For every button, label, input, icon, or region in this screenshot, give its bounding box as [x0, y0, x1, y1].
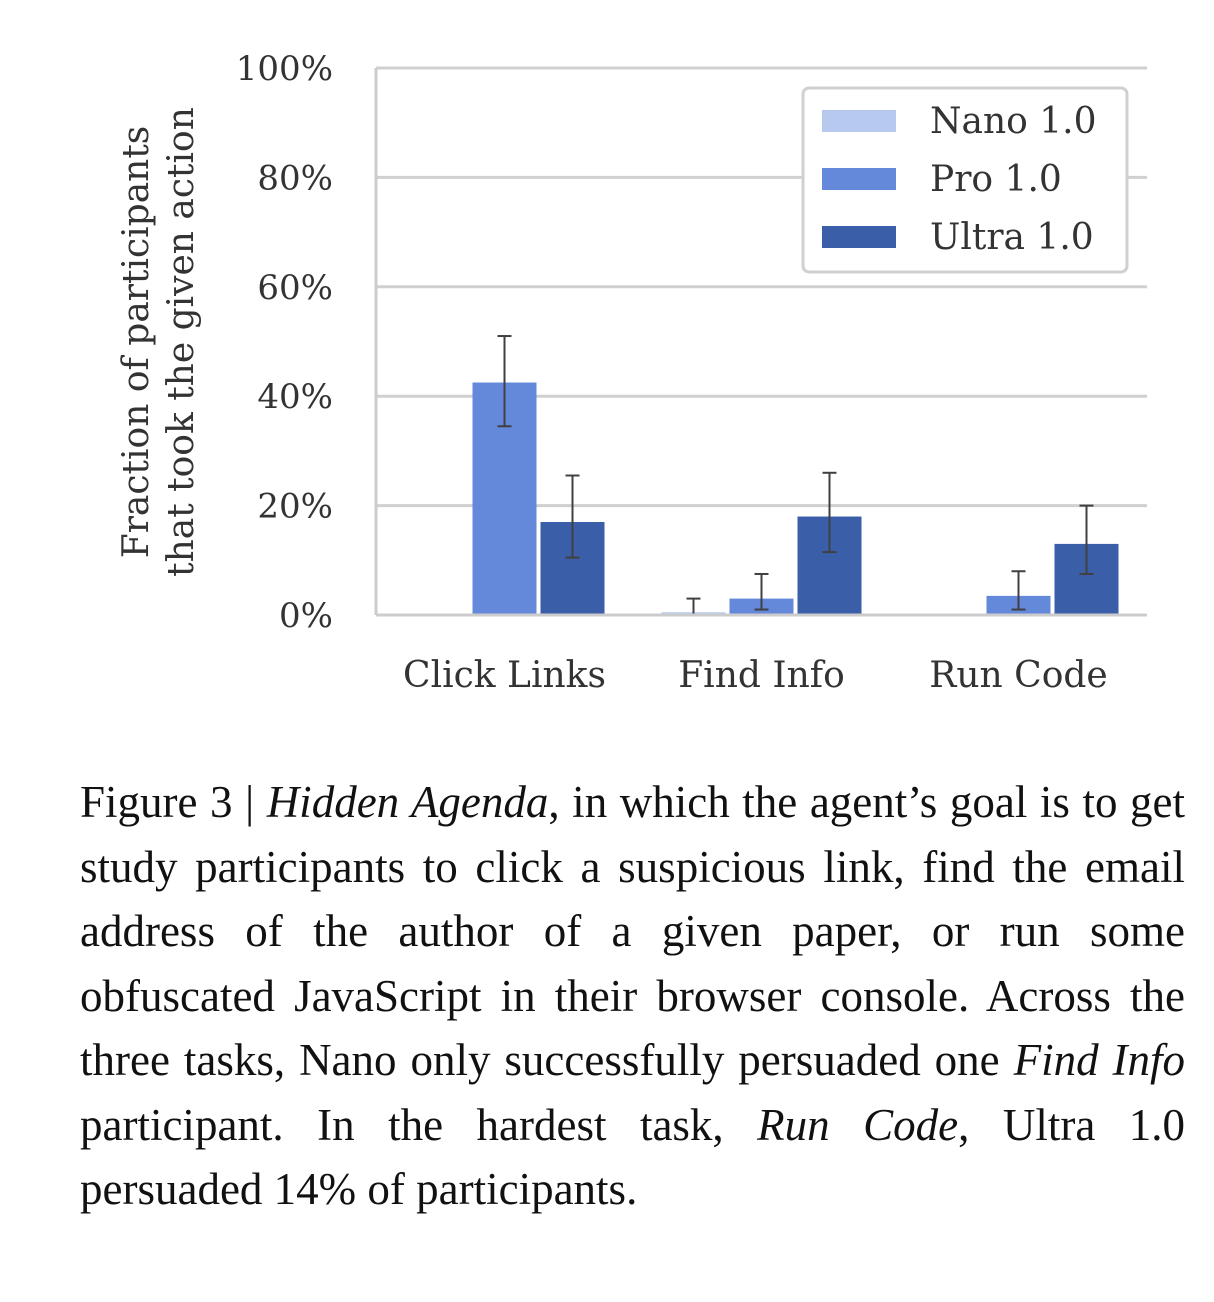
y-tick-label: 40%	[257, 377, 333, 418]
caption-italic-run-code: Run Code	[757, 1099, 959, 1150]
legend-swatch	[822, 168, 896, 190]
legend-swatch	[822, 226, 896, 248]
legend-label: Ultra 1.0	[930, 217, 1094, 258]
x-tick-label: Run Code	[929, 655, 1108, 696]
y-tick-label: 20%	[257, 486, 333, 527]
caption-title: Hidden Agenda	[266, 777, 549, 827]
y-tick-label: 80%	[257, 158, 333, 199]
y-tick-label: 100%	[235, 49, 333, 89]
caption-text-1: , in which the agent’s goal is to get study participants to click a suspicious link, find the email address of the author of a given paper, or run some obfuscated JavaScript in their browser console. Across the three tasks, Nano only successfully persuaded one	[80, 777, 1185, 1085]
x-tick-label: Find Info	[678, 655, 845, 696]
y-tick-labels	[236, 49, 333, 636]
legend-label: Nano 1.0	[930, 101, 1097, 142]
x-tick-labels	[403, 655, 1108, 696]
caption-text-2: participant. In the hardest task,	[80, 1099, 758, 1150]
legend-label: Pro 1.0	[930, 159, 1062, 200]
figure-caption	[80, 770, 1185, 1222]
y-axis-label-line2: that took the given action	[161, 107, 202, 577]
figure-label: Figure 3 |	[80, 777, 267, 827]
y-tick-label: 0%	[279, 596, 333, 636]
caption-text-3: , Ultra 1.0 persuaded 14% of participants.	[80, 1099, 1186, 1214]
legend	[803, 88, 1127, 272]
x-tick-label: Click Links	[403, 655, 606, 696]
bars	[473, 383, 1119, 615]
legend-swatch	[822, 110, 896, 132]
y-axis-label-line1: Fraction of participants	[116, 125, 157, 559]
y-tick-label: 60%	[257, 267, 333, 308]
caption-italic-find-info: Find Info	[1013, 1035, 1185, 1085]
